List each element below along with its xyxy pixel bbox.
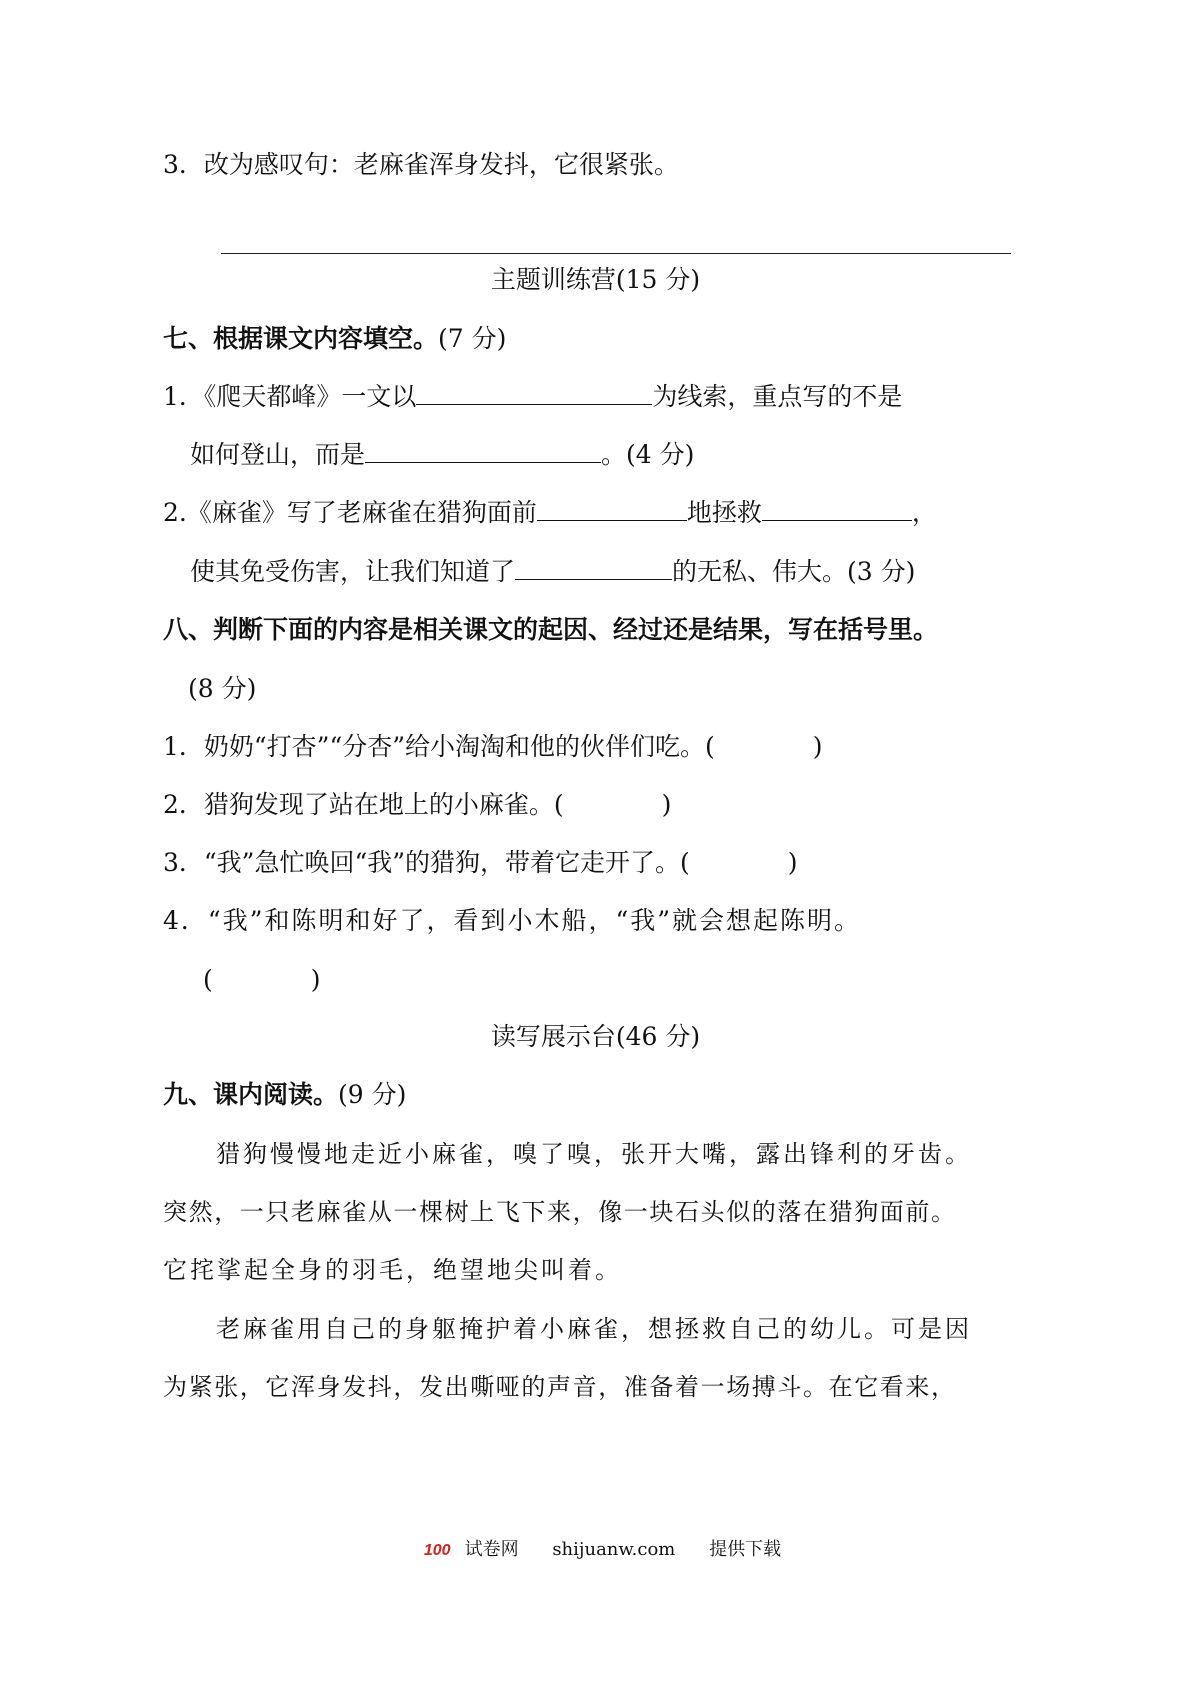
section-9-heading — [163, 1078, 406, 1112]
question-7-1-text-b: 为线索，重点写的不是 — [652, 382, 903, 411]
section-7-heading — [163, 322, 506, 356]
question-8-1 — [163, 730, 823, 764]
blank-7-1-b[interactable] — [365, 438, 601, 463]
section-title-theme-camp: 主题训练营(15 分) — [490, 265, 701, 294]
question-7-2-text-d: 使其免受伤害，让我们知道了 — [190, 557, 516, 586]
question-8-3 — [163, 846, 798, 880]
footer-note: 提供下载 — [709, 1539, 782, 1560]
passage-p2-line-1: 老麻雀用自己的身躯掩护着小麻雀，想拯救自己的幼儿。可是因 — [216, 1315, 972, 1343]
close-paren: ) — [310, 965, 321, 994]
blank-7-2-a[interactable] — [537, 496, 687, 521]
question-8-1-text: 1．奶奶“打杏”“分杏”给小淘淘和他的伙伴们吃。( — [163, 732, 715, 761]
question-7-2-text-b: 地拯救 — [686, 498, 762, 527]
section-9-title: 九、课内阅读。 — [163, 1080, 339, 1109]
question-7-2-text-c: ， — [911, 498, 937, 527]
close-paren: ) — [812, 732, 823, 761]
section-9-score: (9 分) — [338, 1080, 407, 1109]
open-paren: ( — [203, 965, 213, 994]
question-7-2-line-2 — [190, 555, 915, 589]
question-8-4-answer — [203, 963, 321, 997]
section-7-score: (7 分) — [438, 324, 507, 353]
question-7-1-text-d: 。(4 分) — [601, 440, 695, 469]
passage-p1-line-3: 它挓挲起全身的羽毛，绝望地尖叫着。 — [163, 1256, 622, 1284]
question-8-4: 4．“我”和陈明和好了，看到小木船，“我”就会想起陈明。 — [163, 906, 862, 935]
footer-brand — [410, 1539, 519, 1560]
question-7-2-line-1 — [163, 496, 937, 530]
question-7-2-text-a: 2.《麻雀》写了老麻雀在猎狗面前 — [163, 498, 537, 527]
passage-p1-line-2: 突然，一只老麻雀从一棵树上飞下来，像一块石头似的落在猎狗面前。 — [163, 1198, 957, 1226]
passage-p1-line-1: 猎狗慢慢地走近小麻雀，嗅了嗅，张开大嘴，露出锋利的牙齿。 — [216, 1140, 972, 1168]
question-7-1-text-c: 如何登山，而是 — [190, 440, 366, 469]
site-logo: 100 — [423, 1542, 451, 1559]
question-6-3: 3．改为感叹句：老麻雀浑身发抖，它很紧张。 — [163, 150, 679, 179]
answer-line — [221, 253, 1011, 254]
section-8-score: (8 分) — [188, 674, 257, 703]
site-name: 试卷网 — [464, 1539, 519, 1560]
close-paren: ) — [661, 790, 672, 819]
section-title-reading-camp: 读写展示台(46 分) — [490, 1022, 701, 1051]
question-8-2 — [163, 788, 671, 822]
question-7-1-line-2 — [190, 438, 694, 472]
question-8-3-text: 3．“我”急忙唤回“我”的猎狗，带着它走开了。( — [163, 848, 690, 877]
close-paren: ) — [787, 848, 798, 877]
passage-p2-line-2: 为紧张，它浑身发抖，发出嘶哑的声音，准备着一场搏斗。在它看来， — [163, 1373, 957, 1401]
question-7-1-text-a: 1．《爬天都峰》一文以 — [163, 382, 417, 411]
page-footer — [0, 1535, 1191, 1561]
blank-7-2-b[interactable] — [762, 496, 912, 521]
question-7-2-text-e: 的无私、伟大。(3 分) — [672, 557, 916, 586]
question-8-2-text: 2．猎狗发现了站在地上的小麻雀。( — [163, 790, 564, 819]
section-7-title: 七、根据课文内容填空。 — [163, 324, 439, 353]
footer-domain[interactable]: shijuanw.com — [552, 1539, 676, 1560]
section-8-heading: 八、判断下面的内容是相关课文的起因、经过还是结果，写在括号里。 — [163, 615, 939, 644]
question-7-1-line-1 — [163, 380, 902, 414]
blank-7-1-a[interactable] — [416, 380, 652, 405]
blank-7-2-c[interactable] — [515, 555, 672, 580]
